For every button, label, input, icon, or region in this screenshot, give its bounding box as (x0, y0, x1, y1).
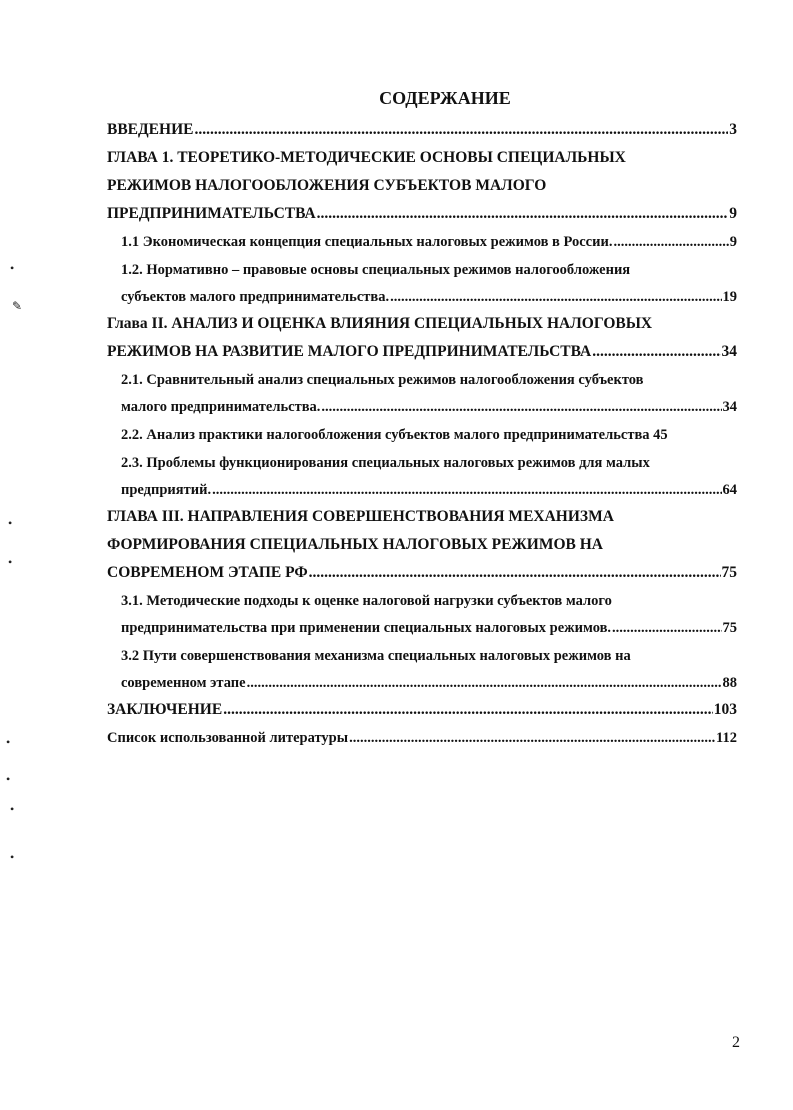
toc-entry-text: 2.1. Сравнительный анализ специальных режимов налогообложения субъектов (121, 372, 644, 388)
toc-entry-page: 88 (722, 675, 737, 691)
toc-entry-page: 103 (713, 701, 737, 718)
toc-entry-text: ФОРМИРОВАНИЯ СПЕЦИАЛЬНЫХ НАЛОГОВЫХ РЕЖИМОВ НА (107, 536, 603, 553)
toc-entry-text: современном этапе (121, 675, 246, 691)
toc-entry-introduction[interactable] (107, 120, 737, 140)
toc-entry-chapter-1-line-2[interactable] (107, 176, 546, 196)
toc-entry-page: 3 (729, 121, 737, 138)
toc-entry-text: субъектов малого предпринимательства. (121, 289, 390, 305)
toc-entry-text: ГЛАВА III. НАПРАВЛЕНИЯ СОВЕРШЕНСТВОВАНИЯ МЕХАНИЗМА (107, 508, 614, 525)
toc-entry-text: ГЛАВА 1. ТЕОРЕТИКО-МЕТОДИЧЕСКИЕ ОСНОВЫ СПЕЦИАЛЬНЫХ (107, 149, 626, 166)
scan-speck: • (6, 772, 11, 786)
toc-entry-chapter-3-line-3[interactable] (107, 563, 737, 583)
toc-entry-section-3-2-line-2[interactable] (121, 673, 737, 693)
dot-leader (309, 563, 721, 583)
toc-entry-chapter-3-line-2[interactable] (107, 535, 603, 555)
toc-entry-text: Глава II. АНАЛИЗ И ОЦЕНКА ВЛИЯНИЯ СПЕЦИАЛЬНЫХ НАЛОГОВЫХ (107, 315, 653, 332)
scan-speck: • (10, 261, 15, 275)
toc-entry-page: 34 (722, 399, 737, 415)
dot-leader (212, 480, 721, 500)
scan-speck: • (8, 516, 13, 530)
dot-leader (390, 287, 721, 307)
toc-entry-text: 1.2. Нормативно – правовые основы специальных режимов налогообложения (121, 262, 631, 278)
scan-speck: • (10, 802, 15, 816)
dot-leader (194, 120, 728, 140)
toc-entry-page: 75 (722, 620, 737, 636)
toc-entry-text: предпринимательства при применении специальных налоговых режимов. (121, 620, 612, 636)
toc-entry-page: 34 (721, 343, 737, 360)
toc-entry-section-1-1[interactable] (121, 232, 737, 252)
toc-entry-chapter-1-line-1[interactable] (107, 148, 626, 168)
toc-entry-text: малого предпринимательства. (121, 399, 321, 415)
toc-entry-section-2-3-line-1[interactable] (121, 453, 650, 473)
toc-entry-references[interactable] (107, 728, 737, 748)
toc-entry-text: 3.1. Методические подходы к оценке налоговой нагрузки субъектов малого (121, 593, 612, 609)
toc-title: СОДЕРЖАНИЕ (379, 88, 511, 108)
toc-entry-page: 112 (716, 730, 737, 746)
dot-leader (321, 397, 721, 417)
dot-leader (317, 204, 729, 224)
toc-entry-section-3-2-line-1[interactable] (121, 646, 631, 666)
scan-speck: ✎ (12, 299, 23, 313)
toc-entry-page: 75 (721, 564, 737, 581)
toc-entry-text: ВВЕДЕНИЕ (107, 121, 194, 138)
toc-entry-text: предприятий. (121, 482, 212, 498)
toc-entry-section-2-1-line-2[interactable] (121, 397, 737, 417)
toc-entry-section-2-3-line-2[interactable] (121, 480, 737, 500)
toc-entry-conclusion[interactable] (107, 700, 737, 720)
scan-speck: • (10, 850, 15, 864)
toc-entry-text: 1.1 Экономическая концепция специальных налоговых режимов в России. (121, 234, 613, 250)
dot-leader (247, 673, 722, 693)
toc-entry-chapter-2-line-1[interactable] (107, 314, 652, 334)
dot-leader (612, 618, 721, 638)
scan-speck: • (6, 735, 11, 749)
toc-entry-text: РЕЖИМОВ НА РАЗВИТИЕ МАЛОГО ПРЕДПРИНИМАТЕЛЬСТВА (107, 343, 592, 360)
toc-entry-chapter-1-line-3[interactable] (107, 204, 737, 224)
toc-entry-section-3-1-line-1[interactable] (121, 591, 612, 611)
page-number: 2 (732, 1034, 740, 1051)
toc-entry-section-2-2[interactable] (121, 425, 668, 445)
toc-entry-text: ПРЕДПРИНИМАТЕЛЬСТВА (107, 205, 316, 222)
toc-entry-page: 19 (722, 289, 737, 305)
toc-entry-section-3-1-line-2[interactable] (121, 618, 737, 638)
dot-leader (613, 232, 728, 252)
toc-entry-text: 2.2. Анализ практики налогообложения субъектов малого предпринимательства 45 (121, 427, 668, 443)
toc-entry-text: СОВРЕМЕНОМ ЭТАПЕ РФ (107, 564, 308, 581)
toc-entry-text: РЕЖИМОВ НАЛОГООБЛОЖЕНИЯ СУБЪЕКТОВ МАЛОГО (107, 177, 547, 194)
toc-entry-text: 3.2 Пути совершенствования механизма специальных налоговых режимов на (121, 648, 631, 664)
toc-entry-chapter-3-line-1[interactable] (107, 507, 614, 527)
toc-entry-page: 64 (722, 482, 737, 498)
toc-entry-page: 9 (729, 205, 737, 222)
dot-leader (592, 342, 720, 362)
toc-entry-page: 9 (729, 234, 737, 250)
toc-entry-text: Список использованной литературы (107, 730, 349, 746)
toc-entry-text: ЗАКЛЮЧЕНИЕ (107, 701, 223, 718)
scan-speck: • (8, 555, 13, 569)
toc-entry-section-2-1-line-1[interactable] (121, 370, 643, 390)
dot-leader (349, 728, 715, 748)
toc-entry-text: 2.3. Проблемы функционирования специальных налоговых режимов для малых (121, 455, 650, 471)
toc-entry-chapter-2-line-2[interactable] (107, 342, 737, 362)
toc-entry-section-1-2-line-2[interactable] (121, 287, 737, 307)
toc-entry-section-1-2-line-1[interactable] (121, 260, 630, 280)
dot-leader (223, 700, 713, 720)
